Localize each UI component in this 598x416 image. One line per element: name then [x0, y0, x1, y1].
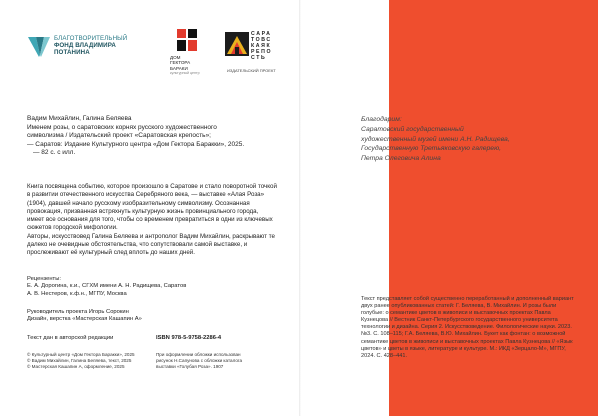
project-lead: Руководитель проекта Игорь Сорокин — [27, 309, 129, 315]
staff-block — [27, 309, 277, 324]
reviewer-1: Е. А. Дорогина, к.и., СГХМ имени А. Н. Радищева, Саратов — [27, 283, 187, 290]
edition-note: Текст дан в авторской редакции — [27, 335, 114, 341]
cover-note-3: выставки «Голубая Роза». 1907 — [156, 364, 224, 369]
dom-line-2: ГЕКТОРА — [170, 60, 191, 66]
saratov-krepost-mark-icon — [225, 32, 249, 56]
copyright-block — [27, 352, 147, 370]
reviewers-block — [27, 276, 277, 298]
saratov-krepost-letters: САРА ТОВС КАЯК РЕПО СТЬ — [251, 31, 273, 61]
potanin-fund-text — [54, 35, 127, 56]
cover-note-1: При оформлении обложки использован — [156, 352, 241, 357]
potanin-fund-mark-icon — [27, 35, 51, 59]
annotation-paragraph-1: Книга посвящена событию, которое произошло в Саратове и стало поворотной точкой в развитии отечественного искусства Серебряного века, — выставке «Алая Роза» (1904), давшей начало русскому изобразительному символизму. Осознанная провокация, призванная встряхнуть культурную жизнь провинциального города, имеет все основания для того, чтобы со временем превратиться в одни из ключевых сюжетов городской мифологии. — [27, 183, 277, 232]
reviewer-2: А. В. Нестеров, к.ф.н., МГПУ, Москва — [27, 290, 127, 297]
cover-note-2: рисунок Н.Сапунова с обложки каталога — [156, 358, 243, 363]
bibliographic-record — [27, 115, 277, 158]
source-notice: Текст представляет собой существенно переработанный и дополненный вариант двух ранее опубликованных статей: Г. Беляева, В. Михайлин. И розы были голубые: о семантике цветов в живописи и выставочных проектах Павла Кузнецова // Вестник Санкт-Петербургского государственного университета технологии и дизайна. Серия 2. Искусствоведение. Филологические науки. 2023. №3. С. 108–115; Г.А. Беляева, В.Ю. Михайлин. Букет как фонтан: о возможной семантике цветов в живописи и выставочных проектах Павла Кузнецова // «Язык цветов» и цветы в языке, литературе и культуре. М.: ИКД «Зерцало-М», МГПУ, 2024. С. 428–441. — [361, 296, 574, 359]
design-credit: Дизайн, верстка «Мастерская Кашапин А» — [27, 316, 142, 323]
annotation-paragraph-2: Авторы, искусствовед Галина Беляева и антрополог Вадим Михайлин, раскрывают те далеко не очевидные обстоятельства, что сопутствовали самой выставке, и прослеживают её культурный след вплоть до наших дней. — [27, 232, 275, 257]
thanks-line-2: Саратовский государственный — [361, 125, 464, 133]
saratov-krepost-caption: ИЗДАТЕЛЬСКИЙ ПРОЕКТ — [227, 68, 276, 73]
dom-sub: культурный центр — [170, 70, 200, 75]
copyright-2: © Вадим Михайлин, Галина Беляева, текст, 2025 — [27, 358, 132, 363]
reviewers-title: Рецензенты: — [27, 276, 61, 282]
biblio-line-1: Именем розы, о саратовских корнях русского художественного — [27, 123, 217, 131]
page-gutter — [299, 0, 301, 416]
potanin-fund-logo — [27, 35, 147, 65]
dom-baraki-logo — [170, 28, 210, 74]
thanks-line-5: Петра Олеговича Алина — [361, 155, 441, 163]
fund-line-2: ФОНД ВЛАДИМИРА — [54, 42, 116, 49]
fund-line-3: ПОТАНИНА — [54, 49, 90, 56]
fund-line-1: БЛАГОТВОРИТЕЛЬНЫЙ — [54, 35, 128, 42]
thanks-line-1: Благодарим: — [361, 116, 402, 123]
thanks-line-3: художественный музей имени А.Н. Радищева, — [361, 135, 510, 143]
biblio-line-2: символизма / Издательский проект «Саратовская крепость»; — [27, 132, 211, 140]
isbn: ISBN 978-5-9758-2286-4 — [156, 335, 222, 341]
biblio-authors: Вадим Михайлин, Галина Беляева — [27, 115, 132, 122]
dom-baraki-mark-icon — [176, 28, 198, 52]
cover-note — [156, 352, 266, 370]
dom-line-3: БАРАКИ — [170, 65, 188, 71]
thanks-line-4: Государственную Третьяковскую галерею, — [361, 145, 502, 153]
biblio-line-4: — 82 с. с илл. — [33, 149, 76, 157]
right-page — [299, 0, 598, 416]
copyright-3: © Мастерская Кашапин А, оформление, 2025 — [27, 364, 125, 369]
acknowledgements — [361, 115, 541, 164]
copyright-1: © Культурный центр «Дом Гектора Баракки», 2025 — [27, 352, 135, 357]
saratov-krepost-logo — [225, 28, 285, 76]
dom-baraki-text — [170, 55, 216, 76]
annotation — [27, 183, 277, 258]
biblio-line-3: — Саратов: Издание Культурного центра «Дом Гектора Баракки», 2025. — [27, 140, 245, 148]
dom-line-1: ДОМ — [170, 55, 181, 60]
logos-row — [27, 28, 277, 78]
